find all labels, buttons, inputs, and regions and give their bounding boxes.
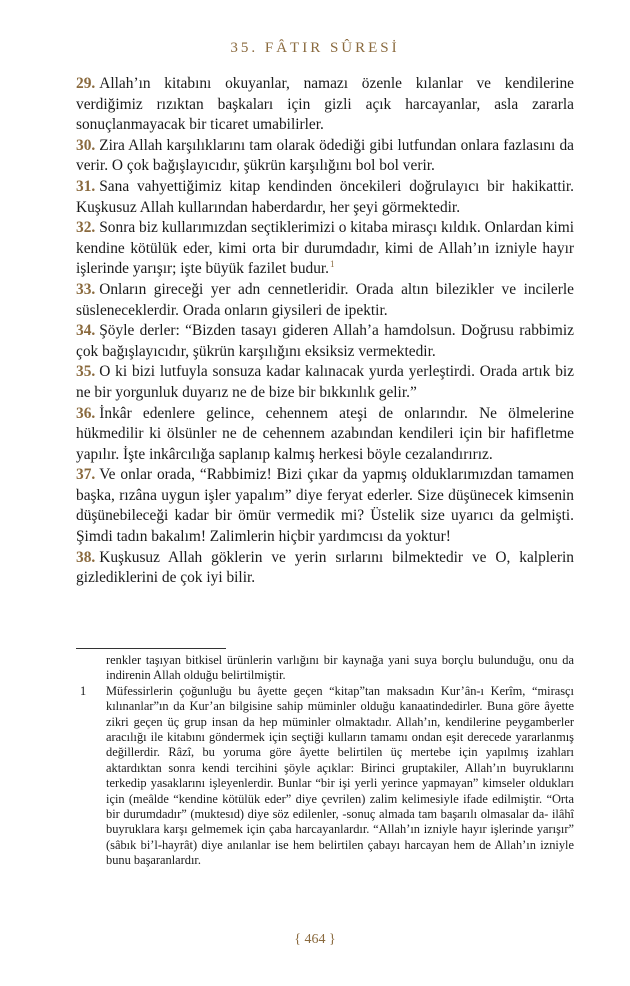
verse-text: Allah’ın kitabını okuyanlar, namazı özenle kılanlar ve kendilerine verdiğimiz rızıktan başkaları için gizli açık harcayanlar, asla zararla sonuçlanmayacak bir ticaret umabilirler. <box>76 75 574 134</box>
verse-text: Zira Allah karşılıklarını tam olarak ödediği gibi lutfundan onlara fazlasını da verir. O çok bağışlayıcıdır, şükrün karşılığını bol bol verir. <box>76 136 574 175</box>
verse-text: İnkâr edenlere gelince, cehennem ateşi de onlarındır. Ne ölmelerine hükmedilir ki ölsünler ne de cehennem azabından kendileri için bir hafifletme yapılır. İşte inkârcılığa saplanıp kalmış herkesi böyle cezalandırırız. <box>76 404 574 463</box>
footnotes <box>76 653 574 869</box>
verse-text: Ve onlar orada, “Rabbimiz! Bizi çıkar da yapmış olduklarımızdan tamamen başka, rızâna uygun işler yapalım” diye feryat ederler. Size düşünecek kimsenin düşünebileceği kadar bir ömür vermedik mi? Üstelik size uyarıcı da gelmişti. Şimdi tadın bakalım! Zalimlerin hiçbir yardımcısı da yoktur! <box>76 466 574 546</box>
footnote-mark: 1 <box>80 683 87 698</box>
verse <box>76 548 574 589</box>
verse <box>76 177 574 218</box>
surah-title: 35. FÂTIR SÛRESİ <box>230 40 400 56</box>
verse-number: 30. <box>76 136 96 154</box>
verse-text: Sonra biz kullarımızdan seçtiklerimizi o kitaba mirasçı kıldık. Onlardan kimi kendine kötülük eder, kimi orta bir durumdadır, kimi de Allah’ın izniyle hayır işlerinde yarışır; işte büyük fazilet budur. <box>76 219 574 278</box>
footnote-text: renkler taşıyan bitkisel ürünlerin varlığını bir kaynağa yani suya borçlu bulunduğu, onu da indirenin Allah olduğu belirtilmiştir. <box>106 653 574 683</box>
page-footer <box>0 932 630 948</box>
verse-text: Kuşkusuz Allah göklerin ve yerin sırlarını bilmektedir ve O, kalplerin gizlediklerini de çok iyi bilir. <box>76 548 574 587</box>
verse-number: 29. <box>76 75 96 92</box>
verse-number: 35. <box>76 363 96 381</box>
footnote-continued <box>76 653 574 684</box>
verse-number: 32. <box>76 219 96 237</box>
verse-text: O ki bizi lutfuyla sonsuza kadar kalınacak yurda yerleştirdi. Orada artık biz ne bir yorgunluk duyarız ne de bize bir bıkkınlık gelir.” <box>76 363 574 401</box>
verse <box>76 136 574 177</box>
verse-text: Onların gireceği yer adn cennetleridir. Orada altın bilezikler ve incilerle süsleneceklerdir. Orada onların giysileri de ipektir. <box>76 280 574 319</box>
verse <box>76 218 574 280</box>
right-ornament-icon: } <box>329 932 336 947</box>
verse-number: 33. <box>76 280 96 298</box>
page-header <box>0 40 630 57</box>
verse-body <box>76 74 574 589</box>
verse <box>76 404 574 466</box>
verse-number: 37. <box>76 466 96 484</box>
verse <box>76 280 574 321</box>
footnote-reference[interactable]: 1 <box>330 259 335 270</box>
verse-number: 36. <box>76 404 96 422</box>
verse <box>76 74 574 136</box>
page-number: 464 <box>304 932 326 947</box>
footnote-text: Müfessirlerin çoğunluğu bu âyette geçen “kitap”tan maksadın Kur’ân-ı Kerîm, “mirasçı kılınanlar”ın da Kur’an bilgisine sahip müminler olduğu kanaatindedirler. Buna göre âyette zikri geçen üç grup insan da hep müminler olmaktadır. Allah’ın, kendilerine peygamberler aracılığı ile kitabını göndermek için seçtiği kulların tamamı ondan eşit derecede yararlanmış değillerdir. Râzî, bu yoruma göre âyette belirtilen üç mertebe için yapılmış izahları aktardıktan sonra kendi tercihini şöyle açıklar: Birinci gruptakiler, Allah’ın buyruklarını terkedip yasaklarını işleyenlerdir. Bunlar “bir işi yerli yerince yapmayan” kimseler oldukları için (meâlde “kendine kötülük eder” diye çevrilen) zalim kelimesiyle ifade edilmiştir. “Orta bir durumdadır” (muktesıd) diye söz edilenler, -sonuç almada tam başarılı olmasalar da- ilâhî buyruklara karşı gelmemek için çaba harcayanlardır. “Allah’ın izniyle hayır işlerinde yarışır” (sâbık bi’l-hayrât) diye anılanlar ise hem belirtilen çabayı harcayan hem de Allah’ın izniyle bunu başaranlardır. <box>106 683 574 868</box>
verse <box>76 362 574 403</box>
verse-number: 34. <box>76 322 96 340</box>
verse <box>76 465 574 547</box>
verse-text: Şöyle derler: “Bizden tasayı gideren Allah’a hamdolsun. Doğrusu rabbimiz çok bağışlayıcıdır, şükrün karşılığını eksiksiz vermektedir. <box>76 322 574 360</box>
verse <box>76 321 574 362</box>
verse-number: 38. <box>76 548 96 566</box>
footnote <box>76 684 574 869</box>
verse-text: Sana vahyettiğimiz kitap kendinden öncekileri doğrulayıcı bir hakikattir. Kuşkusuz Allah kullarından haberdardır, her şeyi görmektedir. <box>76 177 574 216</box>
footnote-divider <box>76 648 226 649</box>
left-ornament-icon: { <box>294 932 301 947</box>
verse-number: 31. <box>76 177 96 195</box>
